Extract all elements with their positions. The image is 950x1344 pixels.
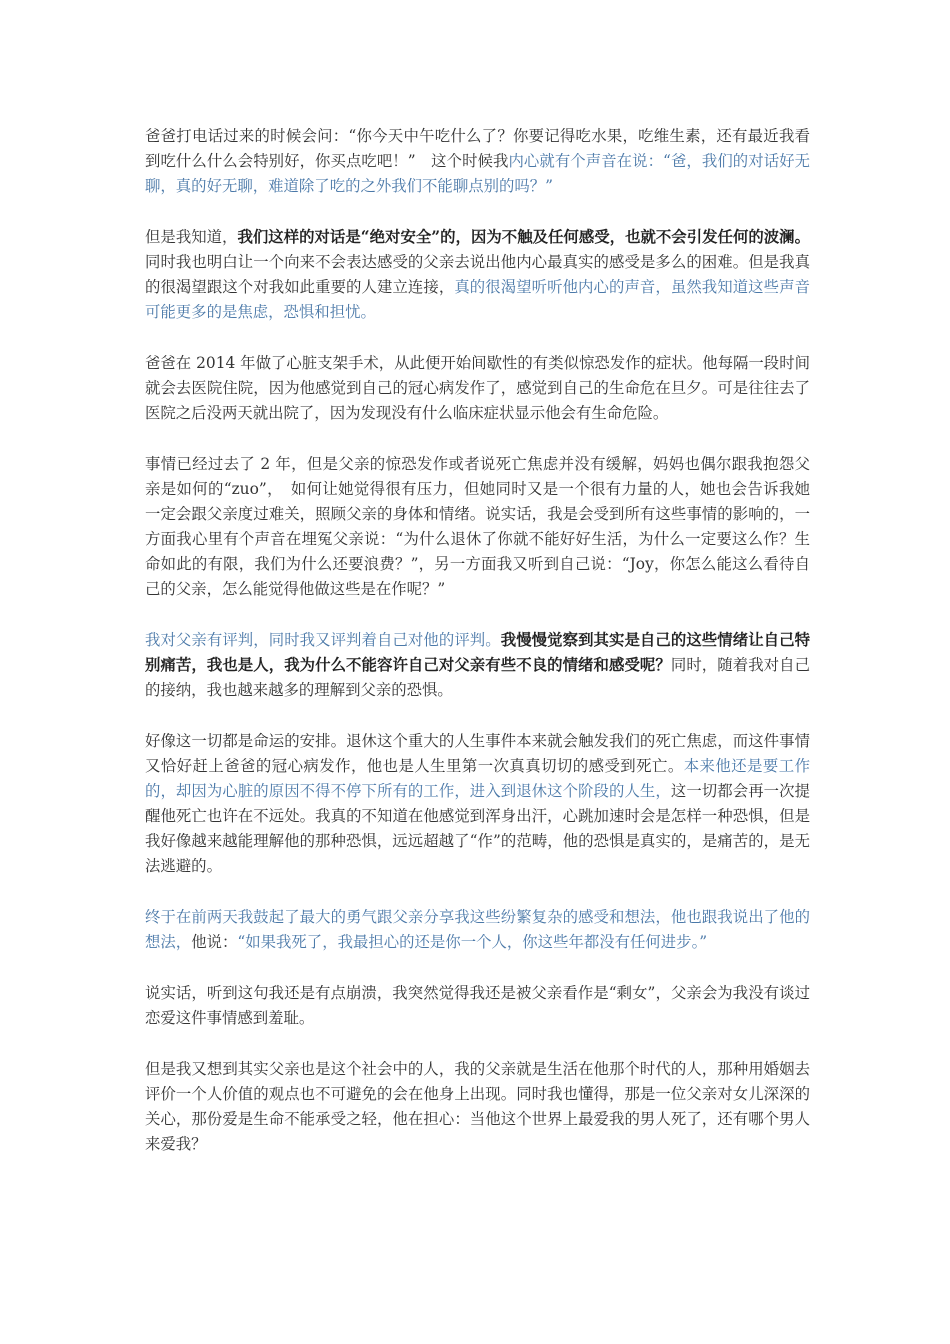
paragraph-text: 但是我知道， [145,228,238,246]
paragraph-text: 说实话，听到这句我还是有点崩溃，我突然觉得我还是被父亲看作是“剩女”，父亲会为我没有谈过恋爱这件事情感到羞耻。 [145,984,810,1027]
highlighted-text: 真的很渴望听听他内心的声音，虽然我知道这些声音可能更多的是焦虑，恐惧和担忧。 [145,278,810,321]
paragraph-4 [145,452,810,602]
paragraph-3 [145,351,810,426]
highlighted-text: 我对父亲有评判，同时我又评判着自己对他的评判。 [145,631,501,649]
paragraph-1 [145,124,810,199]
bold-text: 我慢慢觉察到其实是自己的这些情绪让自己特别痛苦，我也是人，我为什么不能容许自己对父亲有些不良的情绪和感受呢？ [145,631,810,674]
paragraph-text: 他说： [191,933,238,951]
highlighted-text: “如果我死了，我最担心的还是你一个人，你这些年都没有任何进步。” [237,933,708,951]
paragraph-text: 好像这一切都是命运的安排。退休这个重大的人生事件本来就会触发我们的死亡焦虑，而这件事情又恰好赶上爸爸的冠心病发作，他也是人生里第一次真真切切的感受到死亡。 [145,732,810,775]
paragraph-9 [145,1057,810,1157]
paragraph-text: 事情已经过去了 2 年，但是父亲的惊恐发作或者说死亡焦虑并没有缓解，妈妈也偶尔跟我抱怨父亲是如何的“zuo”， 如何让她觉得很有压力，但她同时又是一个很有力量的人，她也会告诉我她一定会跟父亲度过难关，照顾父亲的身体和情绪。说实话，我是会受到所有这些事情的影响的，一方面我心里有个声音在埋冤父亲说：“为什么退休了你就不能好好生活，为什么一定要这么作？生命如此的有限，我们为什么还要浪费？”，另一方面我又听到自己说：“Joy，你怎么能这么看待自己的父亲，怎么能觉得他做这些是在作呢？” [145,455,810,598]
paragraph-2 [145,225,810,325]
highlighted-text: 终于在前两天我鼓起了最大的勇气跟父亲分享我这些纷繁复杂的感受和想法，他也跟我说出了他的想法， [145,908,810,951]
paragraph-7 [145,905,810,955]
paragraph-text: 同时我也明白让一个向来不会表达感受的父亲去说出他内心最真实的感受是多么的困难。但是我真的很渴望跟这个对我如此重要的人建立连接， [145,253,810,296]
paragraph-5 [145,628,810,703]
paragraph-8 [145,981,810,1031]
paragraph-text: 这一切都会再一次提醒他死亡也许在不远处。我真的不知道在他感觉到浑身出汗，心跳加速时会是怎样一种恐惧，但是我好像越来越能理解他的那种恐惧，远远超越了“作”的范畴，他的恐惧是真实的，是痛苦的，是无法逃避的。 [145,782,810,875]
bold-text: 我们这样的对话是“绝对安全”的，因为不触及任何感受，也就不会引发任何的波澜。 [237,228,810,246]
article-body [145,124,810,1157]
paragraph-text: 同时，随着我对自己的接纳，我也越来越多的理解到父亲的恐惧。 [145,656,810,699]
paragraph-text: 爸爸打电话过来的时候会问：“你今天中午吃什么了？你要记得吃水果，吃维生素，还有最近我看到吃什么什么会特别好，你买点吃吧！” 这个时候我 [145,127,810,170]
paragraph-6 [145,729,810,879]
paragraph-text: 爸爸在 2014 年做了心脏支架手术，从此便开始间歇性的有类似惊恐发作的症状。他每隔一段时间就会去医院住院，因为他感觉到自己的冠心病发作了，感觉到自己的生命危在旦夕。可是往往去了医院之后没两天就出院了，因为发现没有什么临床症状显示他会有生命危险。 [145,354,810,422]
paragraph-text: 但是我又想到其实父亲也是这个社会中的人，我的父亲就是生活在他那个时代的人，那种用婚姻去评价一个人价值的观点也不可避免的会在他身上出现。同时我也懂得，那是一位父亲对女儿深深的关心，那份爱是生命不能承受之轻，他在担心：当他这个世界上最爱我的男人死了，还有哪个男人来爱我？ [145,1060,810,1153]
highlighted-text: 内心就有个声音在说：“爸，我们的对话好无聊，真的好无聊，难道除了吃的之外我们不能聊点别的吗？” [145,152,811,195]
highlighted-text: 本来他还是要工作的，却因为心脏的原因不得不停下所有的工作，进入到退休这个阶段的人生， [145,757,810,800]
